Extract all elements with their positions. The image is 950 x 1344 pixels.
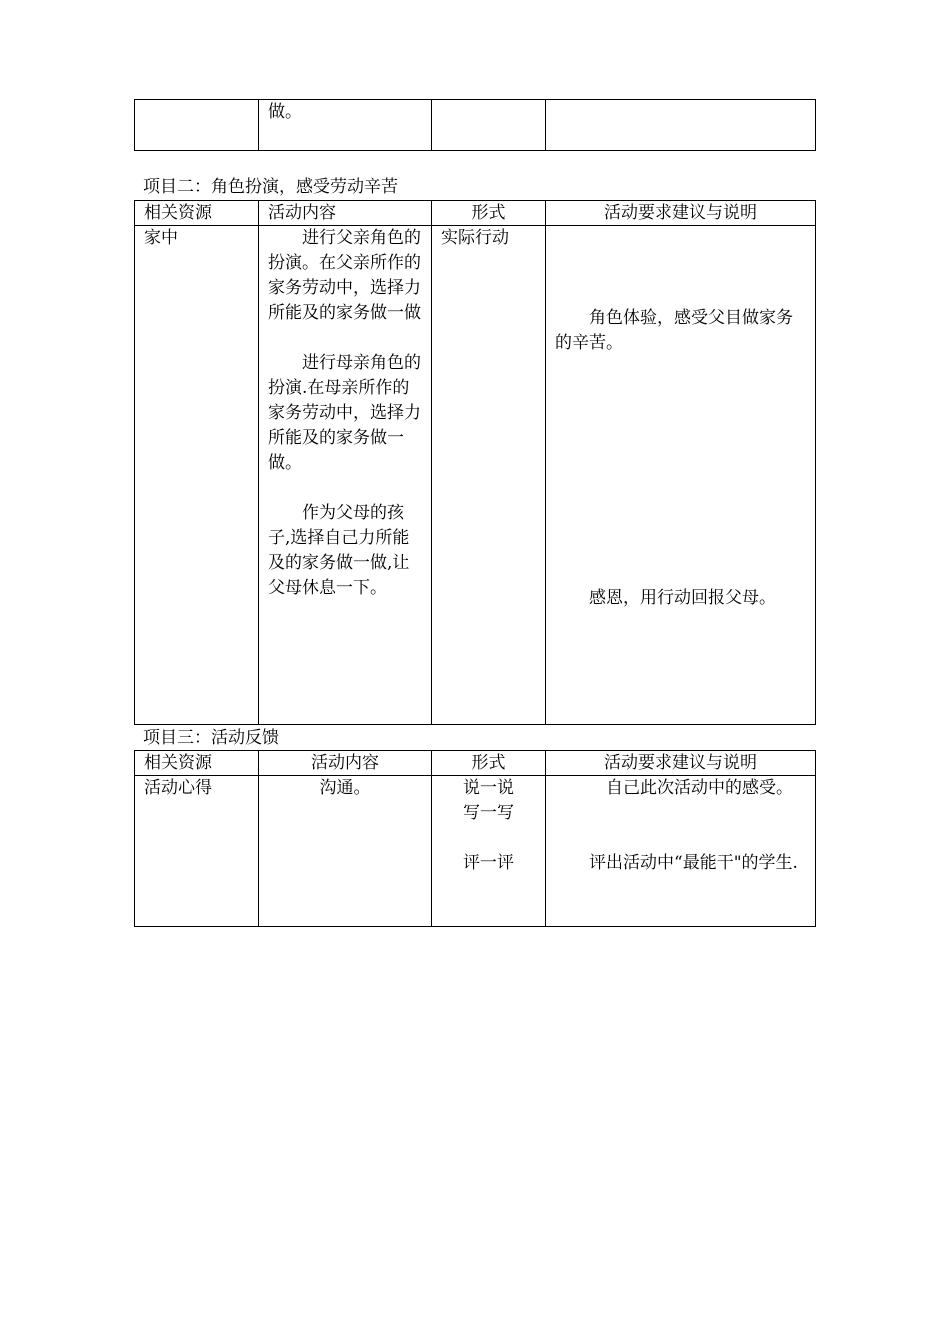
- header-notes: 活动要求建议与说明: [546, 201, 816, 226]
- cell-form: [432, 100, 546, 151]
- project3-title: 项目三：活动反馈: [143, 728, 279, 748]
- header-resource: 相关资源: [135, 201, 259, 226]
- cell-notes: [546, 226, 816, 725]
- notes-paragraph: 感恩，用行动回报父母。: [589, 588, 776, 608]
- form-item: 评一评: [463, 853, 514, 873]
- header-resource: 相关资源: [135, 751, 259, 776]
- cell-content: 做。: [259, 100, 432, 151]
- header-content: 活动内容: [259, 201, 432, 226]
- content-paragraph: 进行母亲角色的扮演.在母亲所作的家务劳动中，选择力所能及的家务做一做。: [268, 353, 421, 473]
- notes-paragraph: 自己此次活动中的感受。: [606, 778, 793, 798]
- table-project1-continued: [134, 99, 816, 151]
- content-paragraph: 进行父亲角色的扮演。在父亲所作的家务劳动中，选择力所能及的家务做一做: [268, 228, 421, 323]
- cell-notes: [546, 776, 816, 927]
- cell-content: [259, 226, 432, 725]
- content-paragraph: 作为父母的孩子,选择自己力所能及的家务做一做,让父母休息一下。: [268, 503, 410, 598]
- cell-form: 实际行动: [432, 226, 546, 725]
- header-content: 活动内容: [259, 751, 432, 776]
- table-row: [135, 100, 816, 151]
- table-project2: [134, 200, 816, 725]
- table-header-row: [135, 751, 816, 776]
- cell-form: [432, 776, 546, 927]
- form-item: 写一写: [463, 803, 514, 823]
- cell-resource: 活动心得: [135, 776, 259, 927]
- header-form: 形式: [432, 751, 546, 776]
- cell-resource: 家中: [135, 226, 259, 725]
- table-row: [135, 226, 816, 725]
- notes-paragraph: 评出活动中“最能干"的学生.: [589, 853, 798, 873]
- header-form: 形式: [432, 201, 546, 226]
- cell-content: 沟通。: [259, 776, 432, 927]
- header-notes: 活动要求建议与说明: [546, 751, 816, 776]
- form-item: 说一说: [463, 778, 514, 798]
- cell-notes: [546, 100, 816, 151]
- notes-paragraph: 角色体验，感受父目做家务的辛苦。: [555, 308, 793, 353]
- table-row: [135, 776, 816, 927]
- cell-resource: [135, 100, 259, 151]
- table-project3: [134, 750, 816, 927]
- table-header-row: [135, 201, 816, 226]
- project2-title: 项目二：角色扮演，感受劳动辛苦: [143, 177, 398, 197]
